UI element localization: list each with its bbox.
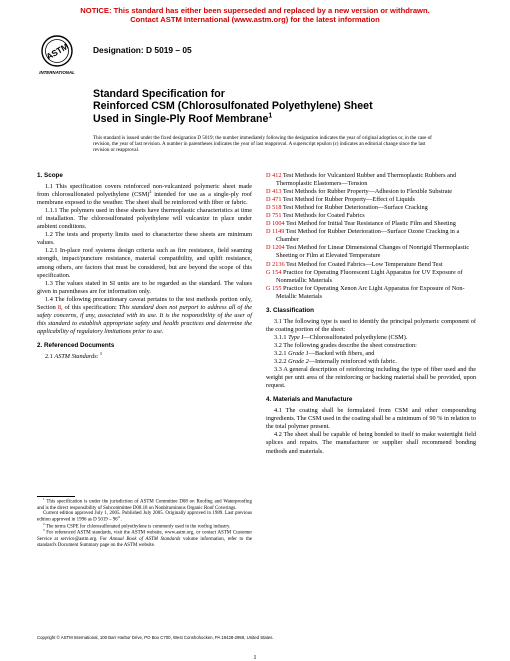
paragraph-2-1: 2.1 ASTM Standards: $^3$ [45,350,102,360]
reference-link[interactable]: D 751 [266,212,282,220]
astm-logo [37,33,77,77]
reference-item: D 1204 Test Method for Linear Dimensional Changes of Nonrigid Thermoplastic Sheeting or Film at Elevated Temperature [266,244,470,260]
title-line-1: Standard Specification for [93,88,225,100]
paragraph-3-1: 3.1 The following type is used to identify the principal polymeric component of the coating portion of the sheet: [266,317,476,333]
reference-link[interactable]: G 154 [266,268,282,276]
section-heading-classification: 3. Classification [266,306,314,314]
footnotes [37,499,252,549]
svg-text:ASTM: ASTM [44,41,71,62]
paragraph-3-2: 3.2 The following grades describe the sheet construction: [274,341,417,349]
page-number: 1 [253,654,257,661]
reference-link[interactable]: D 518 [266,204,282,212]
section-heading-scope: 1. Scope [37,172,63,179]
section-heading-referenced-documents: 2. Referenced Documents [37,341,115,349]
issued-note: This standard is issued under the fixed designation D 5019; the number immediately following the designation indicates the year of original adoption or, in the case of revision, the year of last revision. A number in parentheses indicates the year of last reapproval. A superscript epsilon (ε) indicates an editorial change since the last revision or reapproval. [93,135,432,154]
title-line-2: Reinforced CSM (Chlorosulfonated Polyethylene) Sheet [93,100,373,113]
reference-item: G 155 Practice for Operating Xenon Arc Light Apparatus for Exposure of Non-Metallic Materials [266,284,465,300]
designation: Designation: D 5019 – 05 [93,45,192,55]
right-column [266,172,476,456]
paragraph-3-3: 3.3 A general description of reinforcing including the type of fiber used and the weight per unit area of the reinforcing or backing material shall be provided, upon request. [266,366,476,390]
reference-link[interactable]: G 155 [266,284,282,292]
footnote-1-edition: Current edition approved July 1, 2005. Published July 2005. Originally approved in 1989. Last previous edition approved in 1996 as D $5019 - 96^{\varepsilon 1}$. [37,511,252,523]
copyright: Copyright © ASTM International, 100 Barr Harbor Drive, PO Box C700, West Conshohocken, PA 19428-2959, United States. [37,635,274,640]
paragraph-3-1-1: 3.1.1 Type I—Chlorosulfonated polyethylene (CSM). [274,333,408,341]
reference-item: D 1004 Test Method for Initial Tear Resistance of Plastic Film and Sheeting [266,220,456,228]
paragraph-1-4: 1.4 The following precautionary caveat pertains to the test methods portion only, Section 8, of this specification: This standard does not purport to address all of the safety concerns, if any, associated with its use. It is the responsibility of the user of this standard to establish appropriate safety and health practices and determine the applicability of regulatory limitations prior to use. [37,295,253,335]
section-heading-materials: 4. Materials and Manufacture [266,396,353,404]
reference-link[interactable]: D 1149 [266,228,285,236]
reference-item: D 412 Test Methods for Vulcanized Rubber and Thermoplastic Rubbers and Thermoplastic Elastomers—Tension [266,172,457,188]
reference-item: D 413 Test Methods for Rubber Property—Adhesion to Flexible Substrate [266,188,453,196]
paragraph-1-1: 1.1 This specification covers reinforced non-vulcanized polymeric sheet made from chlorosulfonated polyethylene (CSM)$^2$ intended for use as a single-ply roof membrane exposed to the weather. The sheet shall be reinforced with fiber or fabric. [37,183,253,207]
footnote-2: $^2$ The terms CSPE for chlorosulfonated polyethylene is commonly used in the roofing industry. [43,521,231,530]
reference-list [266,172,476,301]
paragraph-1-2: 1.2 The tests and property limits used to characterize these sheets are minimum values. [37,231,252,247]
reference-item: D 751 Test Methods for Coated Fabrics [266,212,365,220]
reference-item: D 471 Test Method for Rubber Property—Effect of Liquids [266,196,415,204]
notice-line-1: NOTICE: This standard has either been superseded and replaced by a new version or withdrawn. [80,6,430,15]
reference-item: D 2136 Test Method for Coated Fabrics—Low Temperature Bend Test [266,260,443,268]
paragraph-4-1: 4.1 The coating shall be formulated from CSM and other compounding ingredients. The CSM used in the coating shall be a minimum of 90 % in relation to the total polymer present. [266,407,476,431]
paragraph-4-2: 4.2 The sheet shall be capable of being bonded to itself to make watertight field splices and repairs. The manufacturer or supplier shall recommend bonding methods and materials. [266,431,476,455]
page-title [93,88,423,125]
logo-label: INTERNATIONAL [39,70,75,75]
paragraph-1-3: 1.3 The values stated in SI units are to be regarded as the standard. The values given in parentheses are for information only. [37,279,252,295]
reference-item: D 1149 Test Method for Rubber Deterioration—Surface Ozone Cracking in a Chamber [266,228,460,244]
footnote-1: $^1$ This specification is under the jurisdiction of ASTM Committee D08 on Roofing and Waterproofing and is the direct responsibility of Subcommittee D08.18 on Nonbituminous Organic Roof Coverings. [37,497,252,511]
reference-link[interactable]: D 413 [266,188,282,196]
paragraph-3-2-2: 3.2.2 Grade 2—Internally reinforced with fabric. [274,358,397,366]
reference-link[interactable]: D 1004 [266,220,285,228]
reference-link[interactable]: D 1204 [266,244,285,252]
title-line-3: Used in Single-Ply Roof Membrane$^1$ [93,112,273,125]
paragraph-3-2-1: 3.2.1 Grade 1—Backed with fibers, and [274,349,375,357]
reference-item: D 518 Test Method for Rubber Deterioration—Surface Cracking [266,204,428,212]
left-column [37,172,252,361]
reference-link[interactable]: D 412 [266,172,282,179]
paragraph-1-1-1: 1.1.1 The polymers used in these sheets have thermoplastic characteristics at time of installation. The chlorosulfonated polyethylene will vulcanize in place under ambient conditions. [37,207,252,231]
reference-item: G 154 Practice for Operating Fluorescent Light Apparatus for UV Exposure of Nonmetallic Materials [266,268,463,284]
section-8-link[interactable]: 8 [57,303,61,311]
paragraph-1-2-1: 1.2.1 In-place roof systems design criteria such as fire resistance, field seaming strength, impact/puncture resistance, material compatibility, and uplift resistance, among others, are factors that must be considered, but are beyond the scope of this specification. [37,247,252,279]
notice-line-2: Contact ASTM International (www.astm.org) for the latest information [130,15,380,24]
reference-link[interactable]: D 2136 [266,260,285,268]
reference-link[interactable]: D 471 [266,196,282,204]
footnote-3: $^3$ For referenced ASTM standards, visit the ASTM website, www.astm.org, or contact ASTM Customer Service at service@astm.org. For Annual Book of ASTM Standards volume information, refer to the standard's Document Summary page on the ASTM website. [37,528,253,548]
